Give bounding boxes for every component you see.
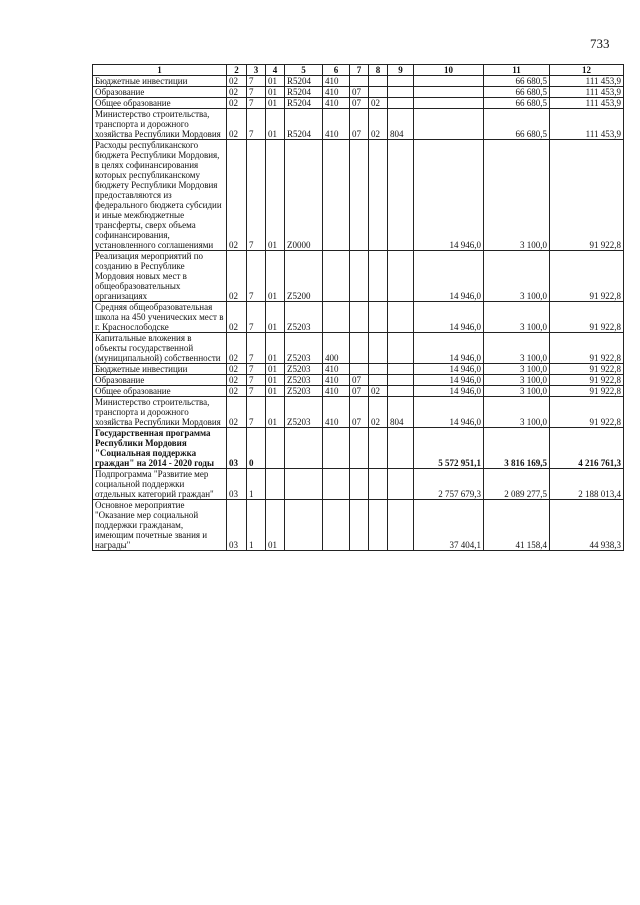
- cell-name: Бюджетные инвестиции: [93, 76, 227, 87]
- cell-event: [266, 428, 285, 469]
- cell-event: 01: [266, 364, 285, 375]
- cell-expense-type: 410: [323, 76, 350, 87]
- cell-ministry: [388, 87, 414, 98]
- cell-amount-2019: 3 816 169,5: [484, 428, 550, 469]
- cell-name: Бюджетные инвестиции: [93, 364, 227, 375]
- table-row: [93, 469, 624, 500]
- cell-section: 07: [350, 109, 369, 140]
- cell-program: 02: [227, 109, 247, 140]
- cell-target-article: Z5203: [285, 397, 323, 428]
- cell-section: 07: [350, 98, 369, 109]
- column-header: 1: [93, 65, 227, 76]
- cell-amount-2018: 5 572 951,1: [414, 428, 484, 469]
- cell-ministry: [388, 140, 414, 251]
- cell-expense-type: 410: [323, 364, 350, 375]
- cell-amount-2020: 111 453,9: [550, 109, 624, 140]
- cell-amount-2018: [414, 109, 484, 140]
- cell-subprogram: 7: [247, 109, 266, 140]
- cell-subsection: [369, 469, 388, 500]
- table-row: [93, 98, 624, 109]
- cell-amount-2019: 3 100,0: [484, 333, 550, 364]
- cell-amount-2018: [414, 87, 484, 98]
- cell-ministry: [388, 76, 414, 87]
- cell-expense-type: 410: [323, 375, 350, 386]
- cell-program: 03: [227, 500, 247, 551]
- cell-amount-2020: 91 922,8: [550, 397, 624, 428]
- cell-subsection: 02: [369, 98, 388, 109]
- cell-ministry: 804: [388, 109, 414, 140]
- cell-ministry: [388, 428, 414, 469]
- cell-amount-2019: 3 100,0: [484, 386, 550, 397]
- column-header: 5: [285, 65, 323, 76]
- cell-program: 02: [227, 140, 247, 251]
- cell-subsection: [369, 302, 388, 333]
- cell-subprogram: 7: [247, 397, 266, 428]
- cell-amount-2018: [414, 98, 484, 109]
- cell-section: 07: [350, 386, 369, 397]
- table-body: [93, 76, 624, 551]
- page-number: 733: [590, 36, 610, 51]
- cell-name: Образование: [93, 87, 227, 98]
- cell-event: 01: [266, 76, 285, 87]
- cell-amount-2018: 14 946,0: [414, 140, 484, 251]
- cell-amount-2020: 91 922,8: [550, 333, 624, 364]
- cell-expense-type: 410: [323, 87, 350, 98]
- table-row: [93, 140, 624, 251]
- cell-amount-2019: 3 100,0: [484, 302, 550, 333]
- cell-amount-2019: 3 100,0: [484, 364, 550, 375]
- column-header: 11: [484, 65, 550, 76]
- cell-section: 07: [350, 87, 369, 98]
- cell-amount-2019: 66 680,5: [484, 98, 550, 109]
- cell-name: Капитальные вложения в объекты государственной (муниципальной) собственности: [93, 333, 227, 364]
- cell-program: 02: [227, 375, 247, 386]
- cell-expense-type: [323, 500, 350, 551]
- cell-subprogram: 7: [247, 76, 266, 87]
- cell-subprogram: 7: [247, 87, 266, 98]
- cell-amount-2020: 111 453,9: [550, 87, 624, 98]
- cell-ministry: [388, 98, 414, 109]
- column-header: 2: [227, 65, 247, 76]
- cell-expense-type: [323, 428, 350, 469]
- table-row: [93, 87, 624, 98]
- column-header: 7: [350, 65, 369, 76]
- cell-subprogram: 7: [247, 386, 266, 397]
- cell-target-article: Z5203: [285, 333, 323, 364]
- cell-section: [350, 469, 369, 500]
- cell-target-article: [285, 500, 323, 551]
- cell-name: Государственная программа Республики Мордовия "Социальная поддержка граждан" на 2014 - 2020 годы: [93, 428, 227, 469]
- table-row: [93, 386, 624, 397]
- cell-expense-type: 410: [323, 98, 350, 109]
- cell-section: [350, 140, 369, 251]
- cell-section: [350, 428, 369, 469]
- cell-amount-2019: 3 100,0: [484, 375, 550, 386]
- cell-name: Расходы республиканского бюджета Республики Мордовия, в целях софинансирования которых республиканскому бюджету Республики Мордовия предоставляются из федерального бюджета субсидии и иные межбюджетные трансферты, сверх объема софинансирования, установленного соглашениями: [93, 140, 227, 251]
- cell-event: [266, 469, 285, 500]
- cell-amount-2020: 2 188 013,4: [550, 469, 624, 500]
- cell-amount-2019: 3 100,0: [484, 397, 550, 428]
- cell-amount-2020: 91 922,8: [550, 251, 624, 302]
- cell-target-article: R5204: [285, 109, 323, 140]
- cell-section: [350, 302, 369, 333]
- cell-subsection: [369, 375, 388, 386]
- cell-amount-2020: 111 453,9: [550, 76, 624, 87]
- cell-amount-2019: 3 100,0: [484, 140, 550, 251]
- cell-event: 01: [266, 140, 285, 251]
- cell-name: Образование: [93, 375, 227, 386]
- cell-subprogram: 1: [247, 500, 266, 551]
- cell-name: Подпрограмма "Развитие мер социальной поддержки отдельных категорий граждан": [93, 469, 227, 500]
- cell-target-article: [285, 428, 323, 469]
- cell-subsection: [369, 87, 388, 98]
- cell-ministry: [388, 469, 414, 500]
- cell-target-article: Z5203: [285, 364, 323, 375]
- cell-expense-type: [323, 302, 350, 333]
- column-header: 9: [388, 65, 414, 76]
- cell-expense-type: 400: [323, 333, 350, 364]
- cell-amount-2020: 91 922,8: [550, 140, 624, 251]
- cell-ministry: [388, 302, 414, 333]
- cell-amount-2018: 14 946,0: [414, 302, 484, 333]
- cell-amount-2019: 66 680,5: [484, 109, 550, 140]
- cell-subsection: [369, 140, 388, 251]
- cell-target-article: Z5203: [285, 386, 323, 397]
- cell-event: 01: [266, 87, 285, 98]
- cell-section: [350, 500, 369, 551]
- cell-section: 07: [350, 375, 369, 386]
- cell-amount-2018: 14 946,0: [414, 364, 484, 375]
- cell-name: Министерство строительства, транспорта и дорожного хозяйства Республики Мордовия: [93, 109, 227, 140]
- cell-target-article: R5204: [285, 98, 323, 109]
- cell-name: Основное мероприятие "Оказание мер социальной поддержки гражданам, имеющим почетные звания и награды": [93, 500, 227, 551]
- cell-ministry: 804: [388, 397, 414, 428]
- cell-expense-type: [323, 469, 350, 500]
- cell-section: [350, 76, 369, 87]
- cell-amount-2018: 14 946,0: [414, 251, 484, 302]
- cell-ministry: [388, 375, 414, 386]
- cell-program: 02: [227, 302, 247, 333]
- cell-amount-2020: 91 922,8: [550, 386, 624, 397]
- cell-program: 02: [227, 397, 247, 428]
- cell-expense-type: [323, 251, 350, 302]
- cell-amount-2019: 41 158,4: [484, 500, 550, 551]
- cell-event: 01: [266, 397, 285, 428]
- cell-name: Министерство строительства, транспорта и дорожного хозяйства Республики Мордовия: [93, 397, 227, 428]
- column-header: 8: [369, 65, 388, 76]
- header-row: [93, 65, 624, 76]
- cell-amount-2018: [414, 76, 484, 87]
- cell-section: 07: [350, 397, 369, 428]
- cell-target-article: Z5203: [285, 302, 323, 333]
- cell-program: 02: [227, 333, 247, 364]
- cell-amount-2020: 91 922,8: [550, 302, 624, 333]
- cell-amount-2019: 66 680,5: [484, 87, 550, 98]
- table-row: [93, 428, 624, 469]
- cell-target-article: Z0000: [285, 140, 323, 251]
- cell-subprogram: 0: [247, 428, 266, 469]
- cell-amount-2019: 66 680,5: [484, 76, 550, 87]
- cell-event: 01: [266, 109, 285, 140]
- cell-section: [350, 364, 369, 375]
- cell-amount-2018: 14 946,0: [414, 333, 484, 364]
- table-row: [93, 109, 624, 140]
- cell-amount-2020: 111 453,9: [550, 98, 624, 109]
- cell-ministry: [388, 364, 414, 375]
- cell-event: 01: [266, 251, 285, 302]
- cell-target-article: R5204: [285, 76, 323, 87]
- table-row: [93, 397, 624, 428]
- cell-program: 02: [227, 76, 247, 87]
- cell-event: 01: [266, 386, 285, 397]
- cell-ministry: [388, 500, 414, 551]
- cell-name: Общее образование: [93, 98, 227, 109]
- cell-amount-2019: 2 089 277,5: [484, 469, 550, 500]
- table-row: [93, 375, 624, 386]
- cell-subprogram: 7: [247, 364, 266, 375]
- cell-subsection: [369, 251, 388, 302]
- cell-subsection: 02: [369, 386, 388, 397]
- cell-ministry: [388, 386, 414, 397]
- table-row: [93, 76, 624, 87]
- cell-amount-2020: 91 922,8: [550, 375, 624, 386]
- cell-subsection: [369, 428, 388, 469]
- cell-event: 01: [266, 333, 285, 364]
- cell-program: 02: [227, 251, 247, 302]
- cell-event: 01: [266, 98, 285, 109]
- column-header: 6: [323, 65, 350, 76]
- cell-subsection: [369, 500, 388, 551]
- column-header: 4: [266, 65, 285, 76]
- cell-ministry: [388, 333, 414, 364]
- column-header: 12: [550, 65, 624, 76]
- cell-amount-2020: 4 216 761,3: [550, 428, 624, 469]
- cell-program: 02: [227, 386, 247, 397]
- cell-expense-type: 410: [323, 109, 350, 140]
- budget-table: [92, 64, 624, 551]
- cell-amount-2020: 91 922,8: [550, 364, 624, 375]
- cell-amount-2018: 14 946,0: [414, 386, 484, 397]
- table-row: [93, 302, 624, 333]
- cell-subsection: [369, 76, 388, 87]
- cell-section: [350, 333, 369, 364]
- cell-expense-type: 410: [323, 397, 350, 428]
- cell-subsection: [369, 333, 388, 364]
- cell-target-article: R5204: [285, 87, 323, 98]
- cell-subprogram: 1: [247, 469, 266, 500]
- cell-event: 01: [266, 302, 285, 333]
- table-row: [93, 500, 624, 551]
- table-row: [93, 251, 624, 302]
- cell-amount-2018: 2 757 679,3: [414, 469, 484, 500]
- cell-name: Реализация мероприятий по созданию в Республике Мордовия новых мест в общеобразовательных организациях: [93, 251, 227, 302]
- cell-expense-type: [323, 140, 350, 251]
- cell-subprogram: 7: [247, 375, 266, 386]
- column-header: 3: [247, 65, 266, 76]
- column-header: 10: [414, 65, 484, 76]
- cell-subprogram: 7: [247, 302, 266, 333]
- cell-subprogram: 7: [247, 333, 266, 364]
- cell-amount-2018: 14 946,0: [414, 397, 484, 428]
- cell-name: Общее образование: [93, 386, 227, 397]
- cell-program: 03: [227, 469, 247, 500]
- cell-subprogram: 7: [247, 251, 266, 302]
- cell-target-article: [285, 469, 323, 500]
- cell-expense-type: 410: [323, 386, 350, 397]
- cell-subprogram: 7: [247, 140, 266, 251]
- cell-amount-2018: 37 404,1: [414, 500, 484, 551]
- cell-event: 01: [266, 500, 285, 551]
- cell-section: [350, 251, 369, 302]
- cell-amount-2018: 14 946,0: [414, 375, 484, 386]
- table-row: [93, 333, 624, 364]
- cell-event: 01: [266, 375, 285, 386]
- cell-amount-2020: 44 938,3: [550, 500, 624, 551]
- cell-program: 02: [227, 364, 247, 375]
- cell-subsection: 02: [369, 397, 388, 428]
- cell-name: Средняя общеобразовательная школа на 450 ученических мест в г. Краснослободске: [93, 302, 227, 333]
- cell-target-article: Z5203: [285, 375, 323, 386]
- cell-subprogram: 7: [247, 98, 266, 109]
- cell-ministry: [388, 251, 414, 302]
- cell-subsection: 02: [369, 109, 388, 140]
- cell-program: 02: [227, 87, 247, 98]
- cell-program: 02: [227, 98, 247, 109]
- cell-target-article: Z5200: [285, 251, 323, 302]
- cell-subsection: [369, 364, 388, 375]
- table-row: [93, 364, 624, 375]
- cell-amount-2019: 3 100,0: [484, 251, 550, 302]
- cell-program: 03: [227, 428, 247, 469]
